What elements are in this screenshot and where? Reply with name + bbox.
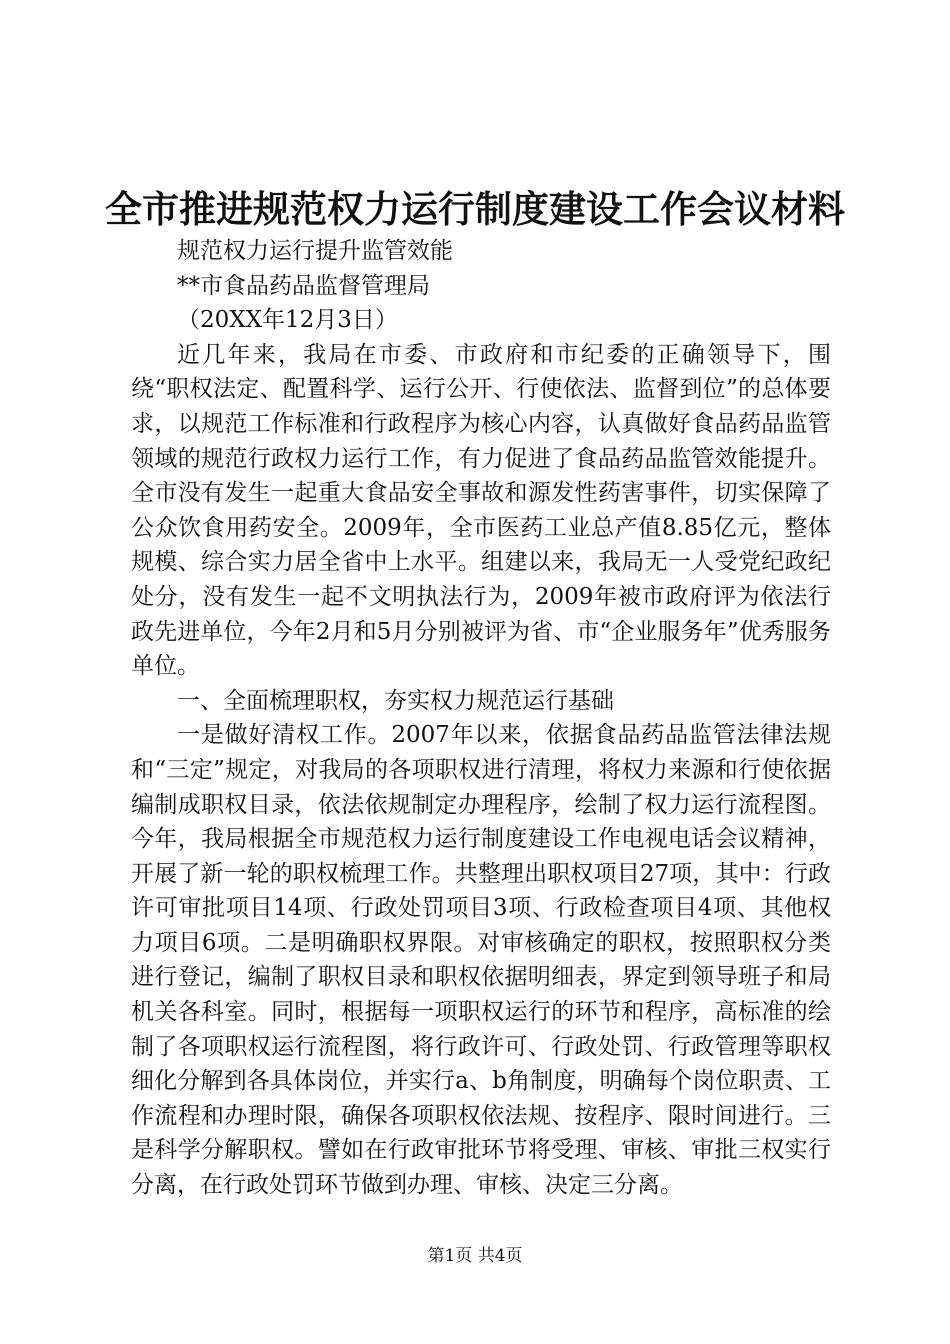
paragraph-intro: 近几年来，我局在市委、市政府和市纪委的正确领导下，围绕“职权法定、配置科学、运行公开、行使依法、监督到位”的总体要求，以规范工作标准和行政程序为核心内容，认真做好食品药品监管领域的规范行政权力运行工作，有力促进了食品药品监管效能提升。全市没有发生一起重大食品安全事故和源发性药害事件，切实保障了公众饮食用药安全。2009年，全市医药工业总产值8.85亿元，整体规模、综合实力居全省中上水平。组建以来，我局无一人受党纪政纪处分，没有发生一起不文明执法行为，2009年被市政府评为依法行政先进单位，今年2月和5月分别被评为省、市“企业服务年”优秀服务单位。 — [131, 341, 831, 680]
document-date: （20XX年12月3日） — [177, 307, 398, 334]
issuing-organization: **市食品药品监督管理局 — [177, 272, 430, 299]
document-title: 全市推进规范权力运行制度建设工作会议材料 — [105, 187, 845, 231]
paragraph-section-1: 一是做好清权工作。2007年以来，依据食品药品监管法律法规和“三定”规定，对我局的各项职权进行清理，将权力来源和行使依据编制成职权目录，依法依规制定办理程序，绘制了权力运行流程图。今年，我局根据全市规范权力运行制度建设工作电视电话会议精神，开展了新一轮的职权梳理工作。共整理出职权项目27项，其中：行政许可审批项目14项、行政处罚项目3项、行政检查项目4项、其他权力项目6项。二是明确职权界限。对审核确定的职权，按照职权分类进行登记，编制了职权目录和职权依据明细表，界定到领导班子和局机关各科室。同时，根据每一项职权运行的环节和程序，高标准的绘制了各项职权运行流程图，将行政许可、行政处罚、行政管理等职权细化分解到各具体岗位，并实行a、b角制度，明确每个岗位职责、工作流程和办理时限，确保各项职权依法规、按程序、限时间进行。三是科学分解职权。譬如在行政审批环节将受理、审核、审批三权实行分离，在行政处罚环节做到办理、审核、决定三分离。 — [131, 722, 831, 1199]
subtitle: 规范权力运行提升监管效能 — [177, 238, 453, 264]
page-number-footer: 第1页 共4页 — [427, 1246, 523, 1266]
document-body — [131, 234, 831, 1203]
section-heading-1: 一、全面梳理职权，夯实权力规范运行基础 — [177, 687, 614, 714]
